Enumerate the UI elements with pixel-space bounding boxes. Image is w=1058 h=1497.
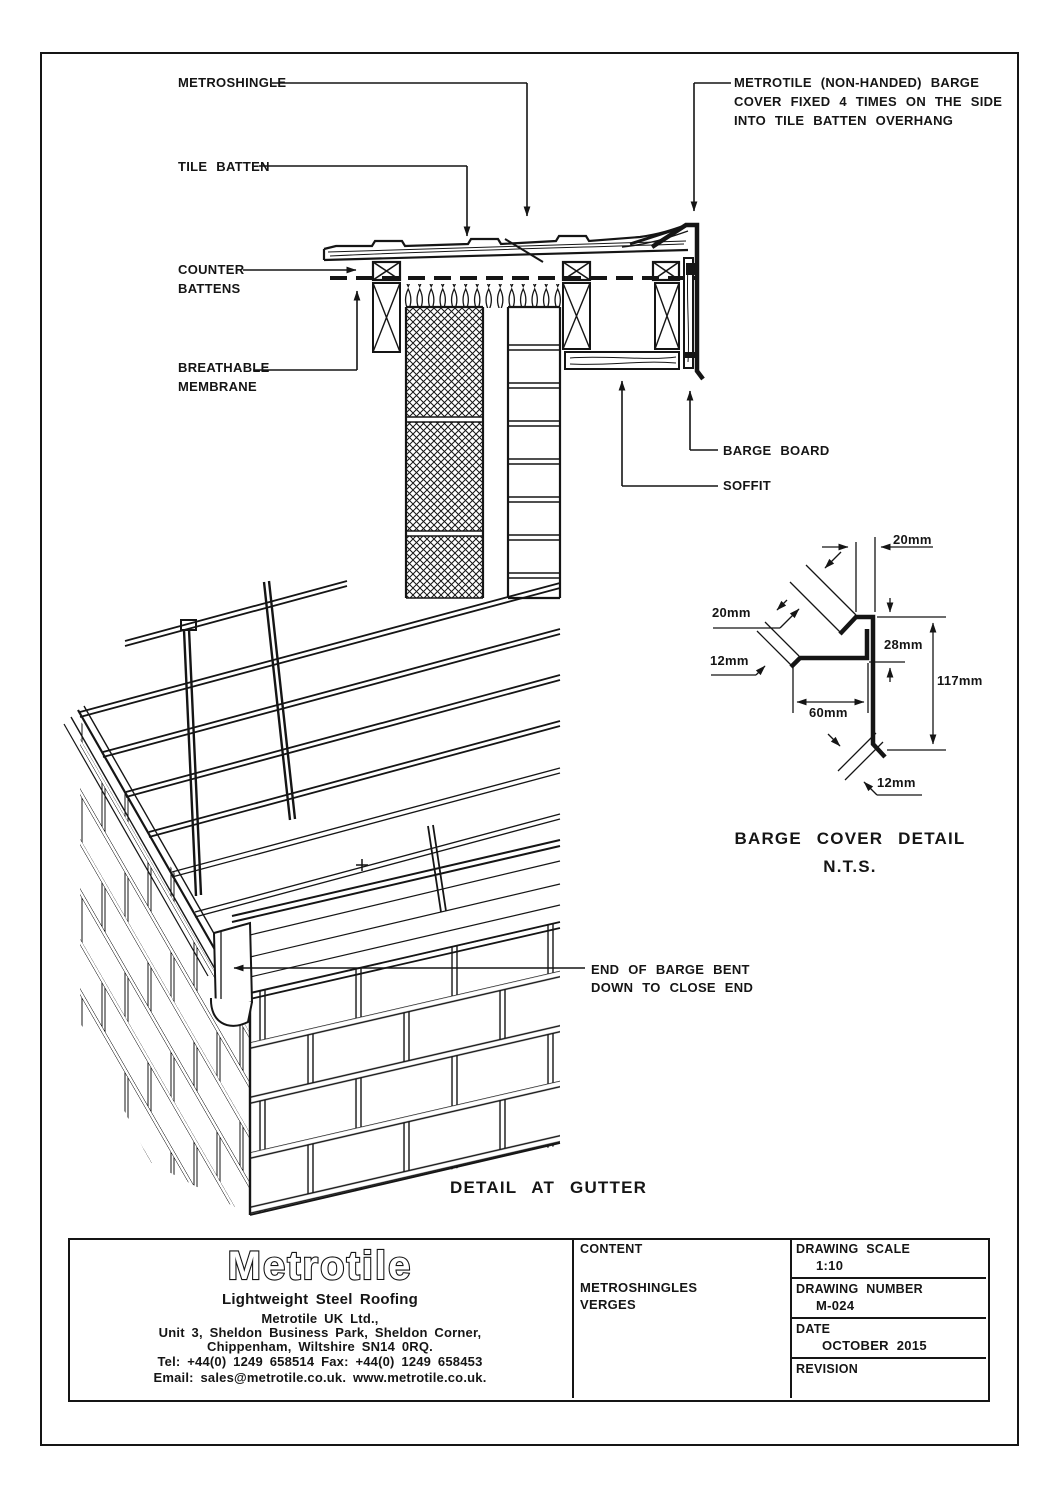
- dim-total-face-117mm: 117mm: [937, 673, 983, 688]
- title-block-row-line-2: [790, 1317, 986, 1319]
- drawing-number-value: M-024: [816, 1298, 855, 1313]
- label-soffit: SOFFIT: [723, 478, 772, 493]
- logo-tagline: Lightweight Steel Roofing: [222, 1291, 418, 1308]
- content-line1: METROSHINGLES: [580, 1280, 698, 1295]
- cross-section-drawing: [243, 83, 731, 598]
- date-value: OCTOBER 2015: [822, 1338, 927, 1353]
- barge-cover-detail-title: BARGE COVER DETAIL: [734, 829, 966, 848]
- label-end-of-barge-line1: END OF BARGE BENT: [591, 962, 750, 977]
- address-line4: Tel: +44(0) 1249 658514 Fax: +44(0) 1249 658453: [157, 1354, 483, 1369]
- label-breathable-line1: BREATHABLE: [178, 360, 270, 375]
- label-barge-note-line3: INTO TILE BATTEN OVERHANG: [734, 113, 954, 128]
- label-counter-battens-line2: BATTENS: [178, 281, 241, 296]
- gutter-detail-drawing: [64, 581, 585, 1215]
- address-line5: Email: sales@metrotile.co.uk. www.metrotile.co.uk.: [153, 1370, 487, 1385]
- dim-upper-face-28mm: 28mm: [884, 637, 923, 652]
- label-breathable-line2: MEMBRANE: [178, 379, 257, 394]
- metrotile-logo-text: Metrotile: [227, 1244, 413, 1288]
- title-block-divider-1: [572, 1238, 574, 1398]
- label-barge-note-line1: METROTILE (NON-HANDED) BARGE: [734, 75, 980, 90]
- dim-lip-12mm: 12mm: [710, 653, 749, 668]
- address-line3: Chippenham, Wiltshire SN14 0RQ.: [206, 1339, 433, 1354]
- dim-top-20mm: 20mm: [893, 532, 932, 547]
- title-block-row-line-3: [790, 1357, 986, 1359]
- address-line1: Metrotile UK Ltd.,: [261, 1311, 379, 1326]
- title-block-row-line-1: [790, 1277, 986, 1279]
- dim-bottom-leg-60mm: 60mm: [809, 705, 848, 720]
- gutter-detail-title: DETAIL AT GUTTER: [450, 1178, 648, 1197]
- drawing-scale-value: 1:10: [816, 1258, 844, 1273]
- date-label: DATE: [796, 1322, 831, 1336]
- revision-label: REVISION: [796, 1362, 859, 1376]
- content-label: CONTENT: [580, 1242, 643, 1256]
- label-tile-batten: TILE BATTEN: [178, 159, 270, 174]
- dim-flange-20mm: 20mm: [712, 605, 751, 620]
- drawing-number-label: DRAWING NUMBER: [796, 1282, 923, 1296]
- label-counter-battens-line1: COUNTER: [178, 262, 245, 277]
- address-line2: Unit 3, Sheldon Business Park, Sheldon Corner,: [158, 1325, 482, 1340]
- metrotile-logo: [68, 1241, 572, 1291]
- barge-cover-detail-scale: N.T.S.: [823, 857, 877, 876]
- drawing-scale-label: DRAWING SCALE: [796, 1242, 911, 1256]
- dim-kick-12mm: 12mm: [877, 775, 916, 790]
- label-end-of-barge-line2: DOWN TO CLOSE END: [591, 980, 754, 995]
- label-barge-board: BARGE BOARD: [723, 443, 830, 458]
- label-metroshingle: METROSHINGLE: [178, 75, 287, 90]
- label-barge-note-line2: COVER FIXED 4 TIMES ON THE SIDE: [734, 94, 1003, 109]
- content-line2: VERGES: [580, 1297, 636, 1312]
